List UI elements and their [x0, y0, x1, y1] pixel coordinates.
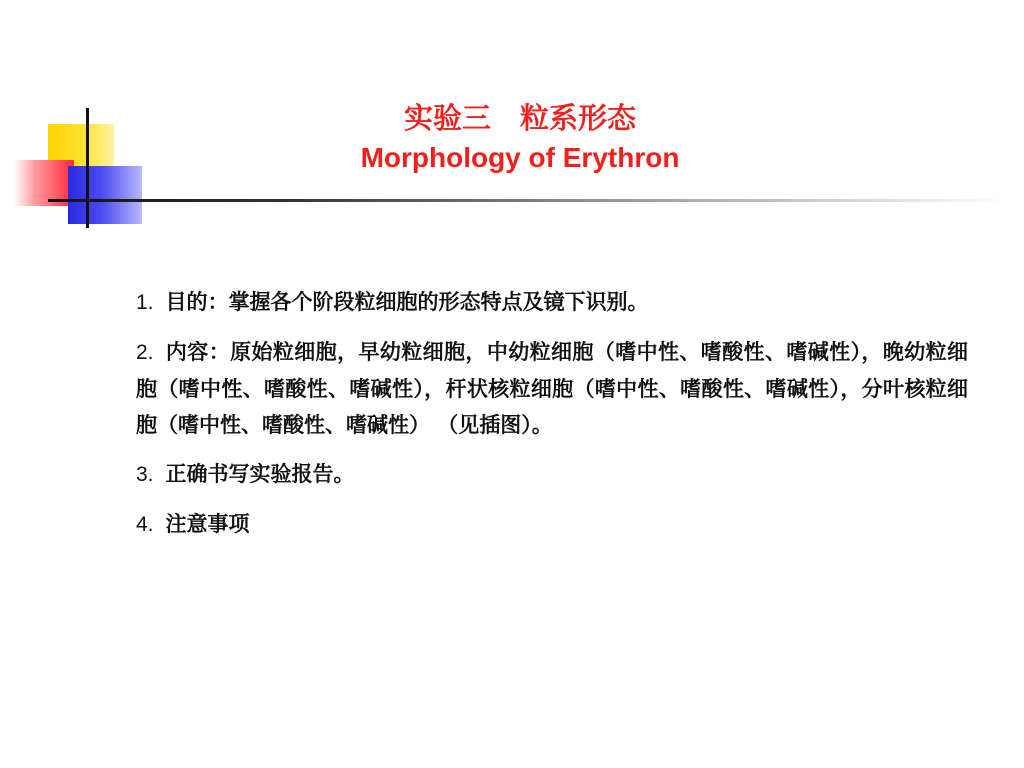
list-item-number: 1.	[136, 291, 154, 314]
logo-blue-square	[68, 166, 142, 224]
list-item-number: 4.	[136, 513, 154, 536]
list-item-number: 3.	[136, 463, 154, 486]
list-item	[136, 284, 968, 321]
list-item-text: 目的：掌握各个阶段粒细胞的形态特点及镜下识别。	[165, 290, 649, 314]
list-item	[136, 506, 968, 543]
list-item-text: 注意事项	[165, 512, 250, 536]
list-item-text: 正确书写实验报告。	[165, 462, 355, 486]
slide-title-chinese: 实验三 粒系形态	[403, 101, 636, 135]
content-list	[136, 284, 968, 556]
list-item-number: 2.	[136, 341, 154, 364]
list-item	[136, 334, 968, 443]
list-item	[136, 456, 968, 493]
slide-title-english: Morphology of Erythron	[360, 142, 680, 173]
title-divider-line	[48, 199, 1008, 202]
logo-vertical-line	[86, 108, 89, 228]
list-item-text: 内容：原始粒细胞，早幼粒细胞，中幼粒细胞（嗜中性、嗜酸性、嗜碱性），晚幼粒细胞（嗜中性、嗜酸性、嗜碱性），杆状核粒细胞（嗜中性、嗜酸性、嗜碱性），分叶核粒细胞（嗜中性、嗜酸性、嗜碱性） （见插图）。	[136, 340, 968, 437]
